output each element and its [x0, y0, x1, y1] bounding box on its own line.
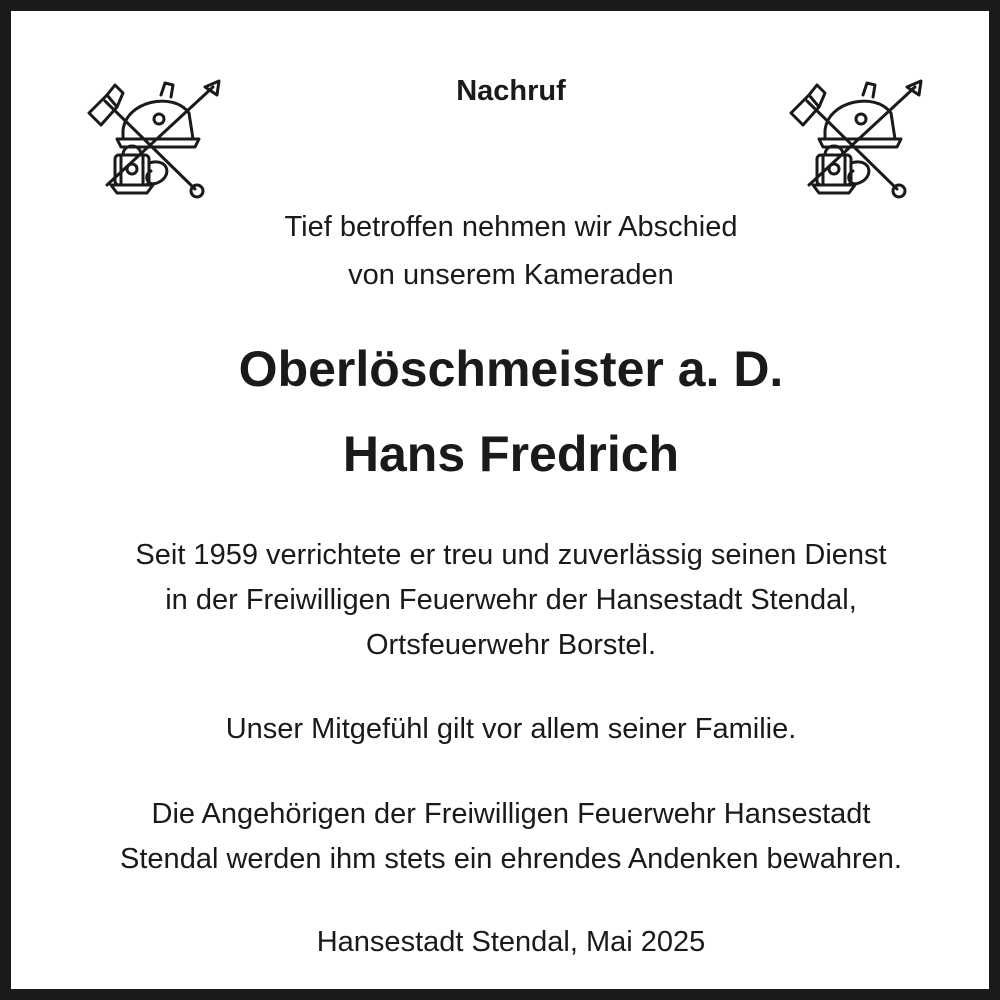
service-line-1: Seit 1959 verrichtete er treu und zuverlässig seinen Dienst [135, 539, 887, 571]
service-line-2: in der Freiwilligen Feuerwehr der Hansestadt Stendal, [165, 584, 857, 616]
page-title: Nachruf [456, 75, 566, 107]
intro-line-2: von unserem Kameraden [348, 259, 674, 291]
place-date: Hansestadt Stendal, Mai 2025 [316, 926, 706, 958]
deceased-rank: Oberlöschmeister a. D. [238, 341, 784, 397]
deceased-name: Hans Fredrich [342, 426, 680, 482]
service-line-3: Ortsfeuerwehr Borstel. [365, 629, 657, 661]
sympathy-line: Unser Mitgefühl gilt vor allem seiner Familie. [225, 713, 797, 745]
remembrance-line-2: Stendal werden ihm stets ein ehrendes Andenken bewahren. [120, 843, 902, 875]
intro-line-1: Tief betroffen nehmen wir Abschied [284, 211, 738, 243]
remembrance-line-1: Die Angehörigen der Freiwilligen Feuerwehr Hansestadt [151, 798, 871, 830]
